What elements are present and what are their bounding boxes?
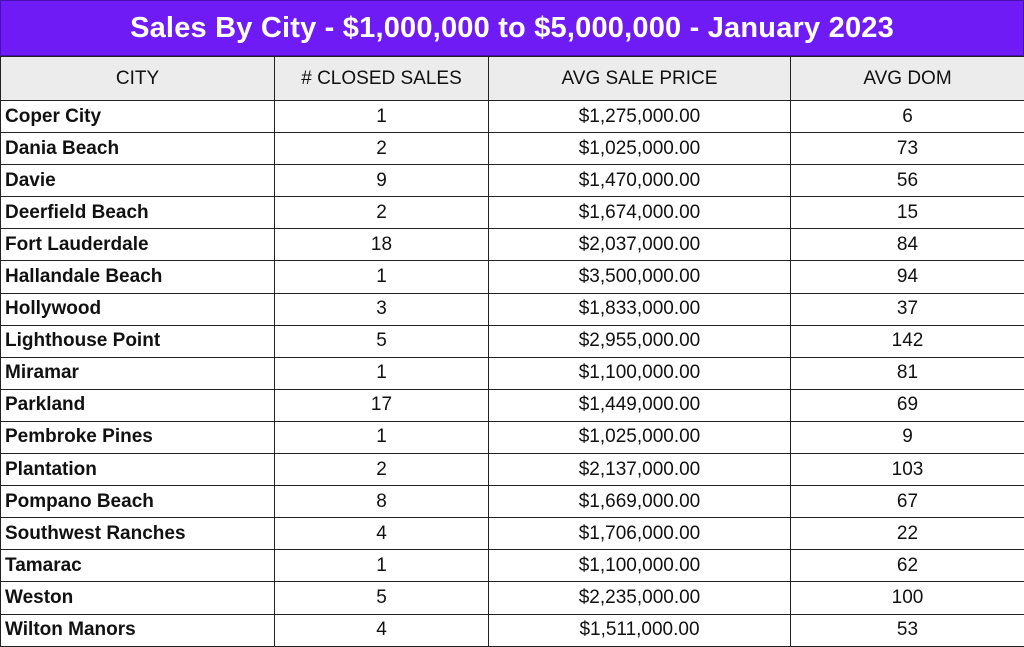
cell-city: Tamarac: [1, 550, 275, 582]
cell-city: Lighthouse Point: [1, 325, 275, 357]
cell-city: Deerfield Beach: [1, 197, 275, 229]
cell-closed-sales: 1: [275, 101, 489, 133]
cell-avg-sale-price: $3,500,000.00: [489, 261, 791, 293]
table-row: [1, 550, 1024, 582]
cell-avg-sale-price: $1,674,000.00: [489, 197, 791, 229]
cell-city: Hallandale Beach: [1, 261, 275, 293]
table-row: [1, 357, 1024, 389]
table-row: [1, 229, 1024, 261]
table-row: [1, 293, 1024, 325]
table-row: [1, 421, 1024, 453]
cell-closed-sales: 1: [275, 421, 489, 453]
cell-avg-dom: 9: [791, 421, 1024, 453]
cell-city: Coper City: [1, 101, 275, 133]
table-row: [1, 614, 1024, 646]
cell-avg-sale-price: $1,100,000.00: [489, 550, 791, 582]
cell-avg-dom: 37: [791, 293, 1024, 325]
cell-city: Parkland: [1, 389, 275, 421]
cell-avg-sale-price: $2,037,000.00: [489, 229, 791, 261]
table-row: [1, 454, 1024, 486]
cell-city: Davie: [1, 165, 275, 197]
table-row: [1, 197, 1024, 229]
cell-avg-dom: 100: [791, 582, 1024, 614]
table-row: [1, 486, 1024, 518]
cell-avg-dom: 142: [791, 325, 1024, 357]
sales-table: [0, 56, 1024, 647]
table-row: [1, 261, 1024, 293]
cell-city: Weston: [1, 582, 275, 614]
column-header-closed-sales: # CLOSED SALES: [275, 57, 489, 101]
cell-avg-sale-price: $2,955,000.00: [489, 325, 791, 357]
cell-city: Pembroke Pines: [1, 421, 275, 453]
cell-closed-sales: 5: [275, 582, 489, 614]
cell-closed-sales: 2: [275, 454, 489, 486]
cell-city: Plantation: [1, 454, 275, 486]
cell-city: Hollywood: [1, 293, 275, 325]
column-header-city: CITY: [1, 57, 275, 101]
cell-avg-dom: 56: [791, 165, 1024, 197]
cell-avg-dom: 81: [791, 357, 1024, 389]
cell-avg-sale-price: $1,706,000.00: [489, 518, 791, 550]
table-row: [1, 518, 1024, 550]
column-header-avg-sale-price: AVG SALE PRICE: [489, 57, 791, 101]
cell-closed-sales: 17: [275, 389, 489, 421]
cell-avg-dom: 6: [791, 101, 1024, 133]
table-row: [1, 389, 1024, 421]
table-header: [1, 57, 1024, 101]
cell-avg-sale-price: $1,275,000.00: [489, 101, 791, 133]
cell-avg-dom: 15: [791, 197, 1024, 229]
cell-avg-sale-price: $2,235,000.00: [489, 582, 791, 614]
cell-city: Miramar: [1, 357, 275, 389]
cell-avg-sale-price: $2,137,000.00: [489, 454, 791, 486]
table-row: [1, 325, 1024, 357]
cell-avg-sale-price: $1,100,000.00: [489, 357, 791, 389]
cell-avg-dom: 73: [791, 133, 1024, 165]
cell-closed-sales: 4: [275, 614, 489, 646]
cell-avg-dom: 67: [791, 486, 1024, 518]
cell-avg-dom: 84: [791, 229, 1024, 261]
cell-avg-dom: 53: [791, 614, 1024, 646]
cell-closed-sales: 5: [275, 325, 489, 357]
cell-avg-sale-price: $1,025,000.00: [489, 133, 791, 165]
table-body: [1, 101, 1024, 647]
cell-city: Fort Lauderdale: [1, 229, 275, 261]
table-row: [1, 101, 1024, 133]
cell-avg-dom: 62: [791, 550, 1024, 582]
table-row: [1, 165, 1024, 197]
cell-closed-sales: 8: [275, 486, 489, 518]
cell-avg-dom: 103: [791, 454, 1024, 486]
cell-avg-sale-price: $1,470,000.00: [489, 165, 791, 197]
table-row: [1, 582, 1024, 614]
cell-avg-sale-price: $1,833,000.00: [489, 293, 791, 325]
cell-closed-sales: 4: [275, 518, 489, 550]
cell-city: Southwest Ranches: [1, 518, 275, 550]
cell-avg-sale-price: $1,449,000.00: [489, 389, 791, 421]
cell-avg-dom: 94: [791, 261, 1024, 293]
cell-closed-sales: 2: [275, 133, 489, 165]
cell-city: Dania Beach: [1, 133, 275, 165]
column-header-avg-dom: AVG DOM: [791, 57, 1024, 101]
cell-avg-sale-price: $1,669,000.00: [489, 486, 791, 518]
cell-avg-sale-price: $1,511,000.00: [489, 614, 791, 646]
cell-closed-sales: 9: [275, 165, 489, 197]
cell-city: Wilton Manors: [1, 614, 275, 646]
cell-city: Pompano Beach: [1, 486, 275, 518]
cell-closed-sales: 1: [275, 550, 489, 582]
cell-closed-sales: 1: [275, 357, 489, 389]
cell-closed-sales: 18: [275, 229, 489, 261]
table-title: Sales By City - $1,000,000 to $5,000,000 - January 2023: [0, 0, 1024, 56]
cell-closed-sales: 1: [275, 261, 489, 293]
cell-avg-dom: 69: [791, 389, 1024, 421]
table-row: [1, 133, 1024, 165]
cell-closed-sales: 2: [275, 197, 489, 229]
cell-closed-sales: 3: [275, 293, 489, 325]
cell-avg-dom: 22: [791, 518, 1024, 550]
header-row: [1, 57, 1024, 101]
cell-avg-sale-price: $1,025,000.00: [489, 421, 791, 453]
